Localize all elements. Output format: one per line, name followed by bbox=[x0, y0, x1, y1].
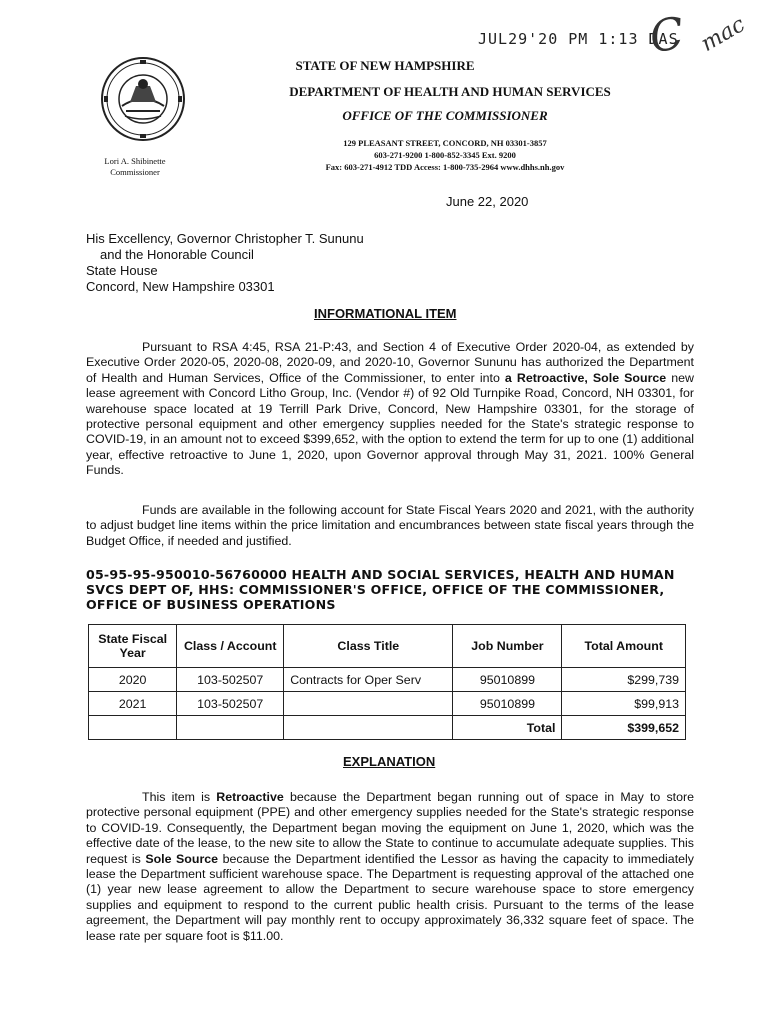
retroactive-sole-source-emphasis: a Retroactive, Sole Source bbox=[504, 370, 667, 385]
received-stamp: JUL29'20 PM 1:13 DAS bbox=[478, 30, 679, 48]
column-header: Job Number bbox=[453, 625, 562, 668]
department-name: DEPARTMENT OF HEALTH AND HUMAN SERVICES bbox=[289, 84, 611, 99]
office-fax: Fax: 603-271-4912 TDD Access: 1-800-735-2964 www.dhhs.nh.gov bbox=[325, 162, 565, 172]
account-heading: 05-95-95-950010-56760000 HEALTH AND SOCIAL SERVICES, HEALTH AND HUMAN SVCS DEPT OF, HHS: COMMISSIONER'S OFFICE, OFFICE OF THE COMMISSIONER, OFFICE OF BUSINESS OPERATIONS bbox=[86, 567, 675, 612]
explanation-paragraph bbox=[86, 790, 694, 944]
class-title-cell: Contracts for Oper Serv bbox=[284, 668, 453, 692]
table-total-row bbox=[89, 716, 686, 740]
table-header-row bbox=[89, 625, 686, 668]
explanation-title: EXPLANATION bbox=[343, 754, 436, 769]
column-header: Class Title bbox=[284, 625, 453, 668]
column-header: Total Amount bbox=[562, 625, 686, 668]
paragraph-text: This item is bbox=[142, 790, 217, 804]
funding-table bbox=[88, 624, 686, 740]
letter-date: June 22, 2020 bbox=[446, 194, 529, 209]
office-name: OFFICE OF THE COMMISSIONER bbox=[342, 108, 548, 123]
empty-cell bbox=[177, 716, 284, 740]
recipient-line-2: and the Honorable Council bbox=[100, 247, 254, 262]
amount-cell: $99,913 bbox=[562, 692, 686, 716]
empty-cell bbox=[89, 716, 177, 740]
table-row bbox=[89, 692, 686, 716]
state-name: STATE OF NEW HAMPSHIRE bbox=[295, 58, 475, 73]
total-amount-cell: $399,652 bbox=[562, 716, 686, 740]
empty-cell bbox=[284, 716, 453, 740]
funding-paragraph: Funds are available in the following account for State Fiscal Years 2020 and 2021, with the authority to adjust budget line items within the price limitation and encumbrances between state fiscal years through the Budget Office, if needed and justified. bbox=[86, 503, 694, 548]
column-header: State Fiscal Year bbox=[89, 625, 177, 668]
recipient-line-4: Concord, New Hampshire 03301 bbox=[86, 279, 275, 294]
class-title-cell bbox=[284, 692, 453, 716]
job-number-cell: 95010899 bbox=[453, 668, 562, 692]
retroactive-emphasis: Retroactive bbox=[216, 790, 284, 804]
amount-cell: $299,739 bbox=[562, 668, 686, 692]
fiscal-year-cell: 2020 bbox=[89, 668, 177, 692]
paragraph-text: because the Department began running out of space in May to store protective personal equipment (PPE) and other emergency supplies needed for the State's strategic response to COVID-19. Consequently, the Department began moving the equipment on June 1, 2020, which was the effective date of the lease, to the new site to allow the State to continue to accumulate adequate supplies. This request is bbox=[86, 790, 694, 866]
commissioner-name: Lori A. Shibinette bbox=[104, 156, 166, 166]
recipient-line-3: State House bbox=[86, 263, 158, 278]
paragraph-text: because the Department identified the Lessor as having the capacity to immediately lease the Department sufficient warehouse space. The Department is requesting approval of the attached one (1) year new lease agreement to allow the Department to secure warehouse space to store emergency supplies and equipment to respond to the current public health crisis. Pursuant to the terms of the lease agreement, the Department will pay monthly rent to occupy approximately 36,332 square feet of space. The lease rate per square foot is $11.00. bbox=[86, 851, 694, 943]
fiscal-year-cell: 2021 bbox=[89, 692, 177, 716]
sole-source-emphasis: Sole Source bbox=[145, 851, 219, 866]
office-phone: 603-271-9200 1-800-852-3345 Ext. 9200 bbox=[374, 150, 516, 160]
class-account-cell: 103-502507 bbox=[177, 692, 284, 716]
informational-item-title: INFORMATIONAL ITEM bbox=[314, 306, 457, 321]
table-row bbox=[89, 668, 686, 692]
total-label-cell: Total bbox=[453, 716, 562, 740]
recipient-line-1: His Excellency, Governor Christopher T. Sununu bbox=[86, 231, 364, 246]
column-header: Class / Account bbox=[177, 625, 284, 668]
handwritten-initial: C bbox=[646, 7, 688, 64]
commissioner-title: Commissioner bbox=[110, 167, 160, 177]
paragraph-text: Pursuant to RSA 4:45, RSA 21-P:43, and Section 4 of Executive Order 2020-04, as extended by Executive Order 2020-05, 2020-08, 2020-09, and 2020-10, Governor Sununu has authorized the Department of Health and Human Services, Office of the Commissioner, to enter into bbox=[86, 340, 694, 385]
office-address: 129 PLEASANT STREET, CONCORD, NH 03301-3857 bbox=[343, 138, 547, 148]
authorization-paragraph bbox=[86, 340, 694, 479]
class-account-cell: 103-502507 bbox=[177, 668, 284, 692]
paragraph-text: new lease agreement with Concord Litho Group, Inc. (Vendor #) of 92 Old Turnpike Road, Concord, NH 03301, for warehouse space located at 19 Terrill Park Drive, Concord, New Hampshire 03301, for the storage of protective personal equipment and other emergency supplies needed for the State's strategic response to COVID-19, in an amount not to exceed $399,652, with the option to extend the term for up to one (1) additional year, effective retroactive to June 1, 2020, upon Governor approval through May 31, 2021. 100% General Funds. bbox=[86, 370, 694, 478]
job-number-cell: 95010899 bbox=[453, 692, 562, 716]
handwritten-note: mac bbox=[696, 12, 750, 57]
